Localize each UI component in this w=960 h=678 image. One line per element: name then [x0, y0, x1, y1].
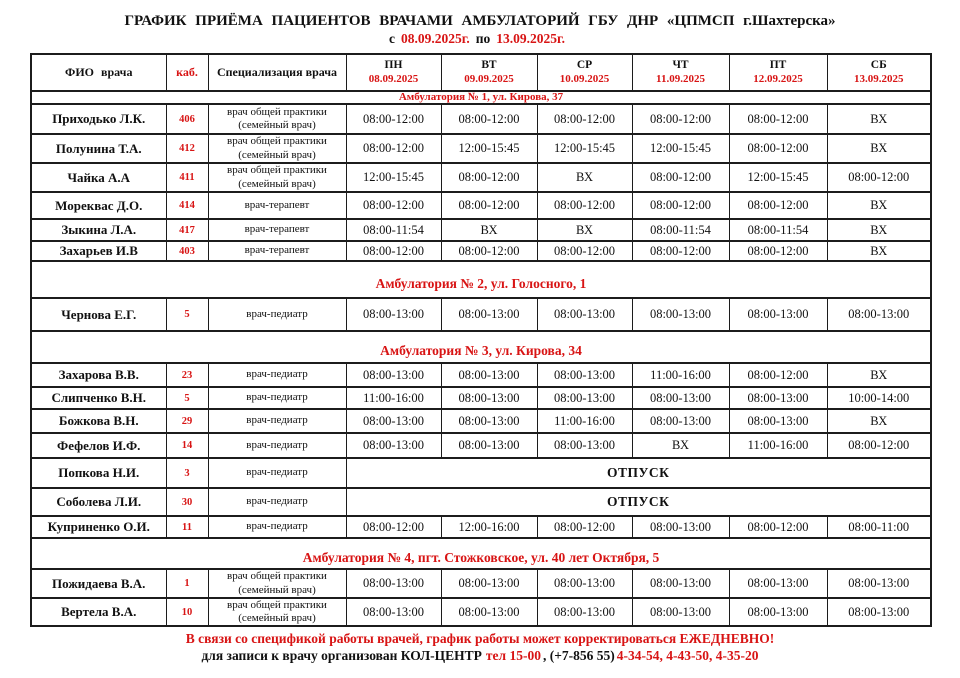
time-cell: 08:00-12:00 — [346, 104, 441, 134]
room-cell: 29 — [166, 409, 208, 433]
section-header-row — [31, 538, 931, 569]
callcenter-note — [0, 648, 960, 664]
date-range-prefix-from: с — [389, 31, 395, 46]
callcenter-phone-short: тел 15-00 — [485, 648, 541, 664]
time-cell: 08:00-13:00 — [827, 298, 931, 331]
doctor-name-cell: Вертела В.А. — [31, 598, 166, 626]
specialization-cell: врач общей практики (семейный врач) — [208, 569, 346, 598]
day-date: 09.09.2025 — [464, 72, 514, 85]
room-cell: 5 — [166, 298, 208, 331]
footer-notice: В связи со спецификой работы врачей, график работы может корректироваться ЕЖЕДНЕВНО! — [185, 631, 775, 647]
doctor-row — [31, 363, 931, 387]
specialization-cell: врач-педиатр — [208, 409, 346, 433]
time-cell: 08:00-13:00 — [441, 409, 537, 433]
day-label: ВТ — [481, 59, 497, 71]
doctor-name-cell: Приходько Л.К. — [31, 104, 166, 134]
time-cell: 08:00-11:54 — [632, 219, 729, 241]
time-cell: 08:00-13:00 — [346, 569, 441, 598]
time-cell: 08:00-13:00 — [729, 298, 827, 331]
doctor-row — [31, 387, 931, 409]
doctor-name-cell: Захарьев И.В — [31, 241, 166, 261]
time-cell: ВХ — [632, 433, 729, 458]
time-cell: 08:00-13:00 — [441, 569, 537, 598]
time-cell: 08:00-12:00 — [729, 134, 827, 163]
time-cell: 08:00-12:00 — [441, 163, 537, 192]
time-cell: 08:00-13:00 — [346, 598, 441, 626]
room-cell: 11 — [166, 516, 208, 538]
time-cell: 08:00-13:00 — [632, 298, 729, 331]
section-header-row — [31, 261, 931, 298]
room-cell: 30 — [166, 488, 208, 516]
time-cell: 08:00-12:00 — [729, 516, 827, 538]
time-cell: 08:00-12:00 — [729, 363, 827, 387]
time-cell: 08:00-12:00 — [537, 104, 632, 134]
column-header-day-mon — [346, 54, 441, 91]
doctor-name-cell: Пожидаева В.А. — [31, 569, 166, 598]
column-header-day-wed — [537, 54, 632, 91]
column-header-day-fri — [729, 54, 827, 91]
time-cell: 08:00-13:00 — [632, 569, 729, 598]
time-cell: 08:00-12:00 — [632, 163, 729, 192]
time-cell: 08:00-13:00 — [729, 409, 827, 433]
specialization-cell: врач-педиатр — [208, 516, 346, 538]
column-header-day-sat — [827, 54, 931, 91]
doctor-name-cell: Слипченко В.Н. — [31, 387, 166, 409]
doctor-name-cell: Чайка А.А — [31, 163, 166, 192]
callcenter-phones: 4-34-54, 4-43-50, 4-35-20 — [616, 648, 759, 664]
time-cell: 08:00-13:00 — [729, 598, 827, 626]
room-cell: 411 — [166, 163, 208, 192]
time-cell: 08:00-12:00 — [346, 516, 441, 538]
doctor-row — [31, 598, 931, 626]
footer — [0, 631, 960, 664]
schedule-table-body — [31, 91, 931, 626]
day-date: 11.09.2025 — [656, 72, 705, 85]
time-cell: 08:00-12:00 — [537, 241, 632, 261]
callcenter-code: , (+7-856 55) — [542, 648, 615, 664]
doctor-row — [31, 192, 931, 219]
time-cell: ВХ — [537, 163, 632, 192]
time-cell: 08:00-13:00 — [346, 363, 441, 387]
room-cell: 23 — [166, 363, 208, 387]
room-cell: 403 — [166, 241, 208, 261]
doctor-name-cell: Захарова В.В. — [31, 363, 166, 387]
day-label: СБ — [870, 59, 887, 71]
day-label: ПТ — [769, 59, 787, 71]
section-title: Амбулатория № 1, ул. Кирова, 37 — [31, 91, 931, 104]
date-to: 13.09.2025г. — [496, 31, 565, 46]
doctor-row — [31, 409, 931, 433]
column-header-day-thu — [632, 54, 729, 91]
callcenter-text: для записи к врачу организован КОЛ-ЦЕНТР — [201, 648, 482, 664]
doctor-row — [31, 134, 931, 163]
table-header-row — [31, 54, 931, 91]
time-cell: 08:00-11:00 — [827, 516, 931, 538]
doctor-row — [31, 104, 931, 134]
time-cell: 12:00-15:45 — [537, 134, 632, 163]
time-cell: 08:00-12:00 — [827, 433, 931, 458]
time-cell: 11:00-16:00 — [632, 363, 729, 387]
time-cell: ВХ — [827, 409, 931, 433]
time-cell: 11:00-16:00 — [346, 387, 441, 409]
time-cell: 08:00-13:00 — [346, 409, 441, 433]
time-cell: 08:00-13:00 — [346, 433, 441, 458]
time-cell: 08:00-12:00 — [441, 241, 537, 261]
time-cell: 08:00-13:00 — [441, 433, 537, 458]
time-cell: ВХ — [441, 219, 537, 241]
time-cell: 08:00-13:00 — [537, 569, 632, 598]
column-header-day-tue — [441, 54, 537, 91]
time-cell: 08:00-13:00 — [346, 298, 441, 331]
time-cell: 08:00-13:00 — [632, 516, 729, 538]
specialization-cell: врач-терапевт — [208, 192, 346, 219]
day-label: ПН — [384, 59, 403, 71]
specialization-cell: врач общей практики (семейный врач) — [208, 134, 346, 163]
time-cell: 08:00-13:00 — [827, 569, 931, 598]
doctor-row — [31, 569, 931, 598]
doctor-row — [31, 241, 931, 261]
doctor-name-cell: Мореквас Д.О. — [31, 192, 166, 219]
doctor-row — [31, 488, 931, 516]
time-cell: 08:00-13:00 — [827, 598, 931, 626]
time-cell: 08:00-13:00 — [441, 387, 537, 409]
time-cell: 08:00-12:00 — [537, 516, 632, 538]
room-cell: 412 — [166, 134, 208, 163]
doctor-name-cell: Чернова Е.Г. — [31, 298, 166, 331]
time-cell: 08:00-12:00 — [441, 104, 537, 134]
schedule-table — [30, 53, 932, 627]
day-date: 08.09.2025 — [368, 72, 419, 85]
section-header-row — [31, 331, 931, 363]
section-header-row — [31, 91, 931, 104]
specialization-cell: врач-терапевт — [208, 241, 346, 261]
column-header-kab: каб. — [166, 54, 208, 91]
time-cell: 12:00-16:00 — [441, 516, 537, 538]
time-cell: 12:00-15:45 — [346, 163, 441, 192]
specialization-cell: врач-педиатр — [208, 298, 346, 331]
vacation-cell: ОТПУСК — [346, 488, 931, 516]
day-label: ЧТ — [672, 59, 689, 71]
time-cell: 08:00-11:54 — [346, 219, 441, 241]
specialization-cell: врач общей практики (семейный врач) — [208, 104, 346, 134]
specialization-cell: врач-терапевт — [208, 219, 346, 241]
specialization-cell: врач общей практики (семейный врач) — [208, 598, 346, 626]
time-cell: ВХ — [827, 219, 931, 241]
specialization-cell: врач-педиатр — [208, 433, 346, 458]
room-cell: 10 — [166, 598, 208, 626]
doctor-name-cell: Зыкина Л.А. — [31, 219, 166, 241]
room-cell: 14 — [166, 433, 208, 458]
room-cell: 406 — [166, 104, 208, 134]
time-cell: 08:00-13:00 — [537, 598, 632, 626]
day-date: 10.09.2025 — [559, 72, 610, 85]
time-cell: 08:00-12:00 — [346, 241, 441, 261]
doctor-name-cell: Полунина Т.А. — [31, 134, 166, 163]
doctor-row — [31, 298, 931, 331]
time-cell: 08:00-13:00 — [537, 363, 632, 387]
time-cell: 08:00-12:00 — [632, 241, 729, 261]
time-cell: 08:00-12:00 — [827, 163, 931, 192]
day-date: 12.09.2025 — [753, 72, 803, 85]
specialization-cell: врач-педиатр — [208, 387, 346, 409]
section-title: Амбулатория № 3, ул. Кирова, 34 — [31, 331, 931, 363]
time-cell: 12:00-15:45 — [632, 134, 729, 163]
time-cell: 08:00-12:00 — [346, 134, 441, 163]
time-cell: 08:00-13:00 — [632, 387, 729, 409]
room-cell: 5 — [166, 387, 208, 409]
room-cell: 1 — [166, 569, 208, 598]
time-cell: 08:00-12:00 — [729, 241, 827, 261]
day-label: СР — [576, 59, 593, 71]
room-cell: 414 — [166, 192, 208, 219]
time-cell: 12:00-15:45 — [441, 134, 537, 163]
time-cell: ВХ — [827, 134, 931, 163]
time-cell: 08:00-13:00 — [632, 598, 729, 626]
time-cell: ВХ — [827, 104, 931, 134]
day-date: 13.09.2025 — [854, 72, 904, 85]
time-cell: ВХ — [827, 241, 931, 261]
doctor-name-cell: Попкова Н.И. — [31, 458, 166, 488]
time-cell: 08:00-12:00 — [632, 104, 729, 134]
doctor-row — [31, 458, 931, 488]
column-header-fio: ФИО врача — [31, 54, 166, 91]
doctor-row — [31, 219, 931, 241]
time-cell: 08:00-13:00 — [729, 569, 827, 598]
time-cell: 08:00-13:00 — [441, 598, 537, 626]
vacation-cell: ОТПУСК — [346, 458, 931, 488]
time-cell: 08:00-12:00 — [537, 192, 632, 219]
time-cell: 08:00-12:00 — [632, 192, 729, 219]
time-cell: 08:00-11:54 — [729, 219, 827, 241]
date-range — [0, 31, 960, 47]
time-cell: 08:00-12:00 — [729, 192, 827, 219]
doctor-row — [31, 163, 931, 192]
time-cell: ВХ — [537, 219, 632, 241]
column-header-spec: Специализация врача — [208, 54, 346, 91]
doctor-name-cell: Соболева Л.И. — [31, 488, 166, 516]
time-cell: 08:00-13:00 — [537, 433, 632, 458]
doctor-name-cell: Божкова В.Н. — [31, 409, 166, 433]
time-cell: 08:00-13:00 — [632, 409, 729, 433]
time-cell: 08:00-12:00 — [729, 104, 827, 134]
time-cell: 12:00-15:45 — [729, 163, 827, 192]
section-title: Амбулатория № 4, пгт. Стожковское, ул. 40 лет Октября, 5 — [31, 538, 931, 569]
time-cell: 08:00-12:00 — [441, 192, 537, 219]
time-cell: 08:00-13:00 — [537, 387, 632, 409]
page-title: ГРАФИК ПРИЁМА ПАЦИЕНТОВ ВРАЧАМИ АМБУЛАТОРИЙ ГБУ ДНР «ЦПМСП г.Шахтерска» — [124, 13, 836, 29]
time-cell: ВХ — [827, 192, 931, 219]
date-from: 08.09.2025г. — [401, 31, 470, 46]
specialization-cell: врач-педиатр — [208, 458, 346, 488]
time-cell: 08:00-12:00 — [346, 192, 441, 219]
specialization-cell: врач-педиатр — [208, 488, 346, 516]
doctor-row — [31, 516, 931, 538]
specialization-cell: врач общей практики (семейный врач) — [208, 163, 346, 192]
room-cell: 417 — [166, 219, 208, 241]
section-title: Амбулатория № 2, ул. Голосного, 1 — [31, 261, 931, 298]
time-cell: 08:00-13:00 — [441, 363, 537, 387]
time-cell: 08:00-13:00 — [537, 298, 632, 331]
time-cell: 11:00-16:00 — [537, 409, 632, 433]
specialization-cell: врач-педиатр — [208, 363, 346, 387]
room-cell: 3 — [166, 458, 208, 488]
time-cell: 11:00-16:00 — [729, 433, 827, 458]
date-range-prefix-to: по — [475, 31, 491, 46]
time-cell: 08:00-13:00 — [441, 298, 537, 331]
time-cell: 08:00-13:00 — [729, 387, 827, 409]
doctor-row — [31, 433, 931, 458]
time-cell: ВХ — [827, 363, 931, 387]
time-cell: 10:00-14:00 — [827, 387, 931, 409]
doctor-name-cell: Фефелов И.Ф. — [31, 433, 166, 458]
doctor-name-cell: Куприненко О.И. — [31, 516, 166, 538]
